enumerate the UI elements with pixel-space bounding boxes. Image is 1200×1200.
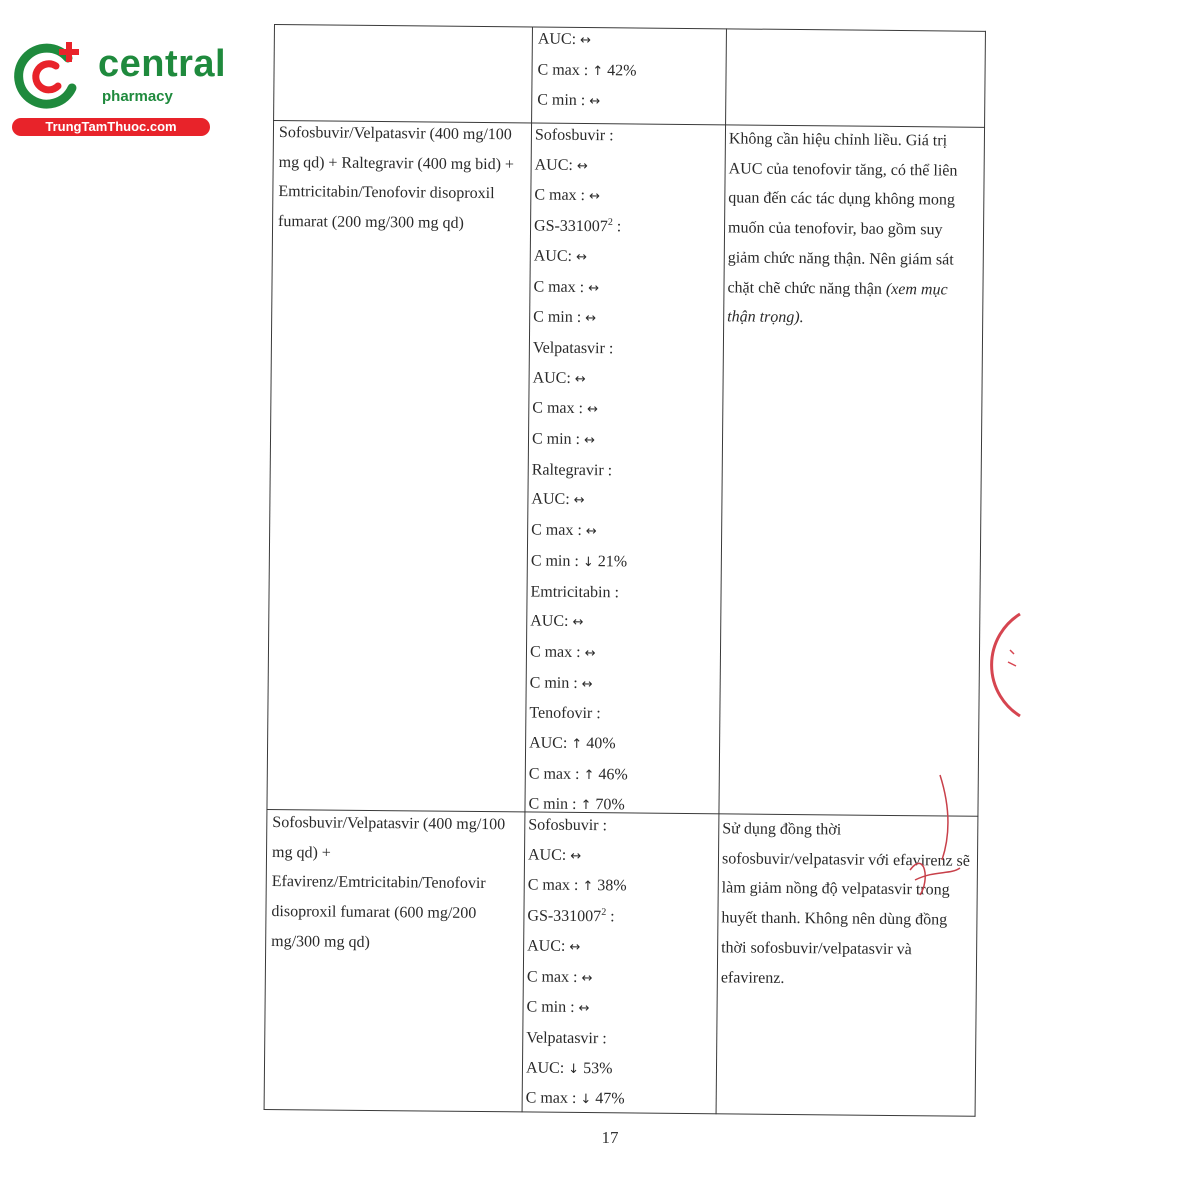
effect-line: C max : ↔	[526, 967, 593, 986]
effect-line: C max : ↑ 38%	[527, 876, 627, 895]
recommendation-italic: (xem mục thận trọng).	[727, 280, 948, 327]
effect-line: C min : ↑ 70%	[528, 795, 625, 814]
no-change-arrow-icon: ↔	[578, 1001, 590, 1017]
effect-header: Sofosbuvir :	[534, 126, 614, 145]
no-change-arrow-icon: ↔	[574, 371, 586, 387]
logo-subtitle: pharmacy	[102, 88, 173, 105]
decrease-arrow-icon: ↓	[582, 554, 594, 570]
increase-arrow-icon: ↑	[582, 879, 594, 895]
no-change-arrow-icon: ↔	[581, 676, 593, 692]
effect-line: C max : ↔	[531, 521, 597, 540]
effect-line: C min : ↔	[529, 674, 593, 692]
logo-brand-text: central	[98, 43, 227, 85]
effect-line: C min : ↔	[531, 430, 596, 449]
effect-line: AUC: ↔	[532, 369, 586, 387]
effect-line: C min : ↓ 21%	[530, 552, 628, 571]
no-change-arrow-icon: ↔	[585, 311, 597, 327]
no-change-arrow-icon: ↔	[581, 970, 593, 986]
effect-line: AUC: ↔	[527, 937, 581, 955]
effect-line: AUC: ↔	[534, 156, 588, 174]
increase-arrow-icon: ↑	[583, 767, 595, 783]
no-change-arrow-icon: ↔	[586, 402, 598, 418]
table-row-1-combination	[278, 118, 531, 239]
effect-line: AUC: ↔	[537, 30, 592, 49]
effect-line: AUC: ↓ 53%	[525, 1059, 613, 1077]
page-number: 17	[601, 1128, 619, 1147]
effect-line: C max : ↑ 42%	[537, 61, 637, 80]
effect-line: C max : ↓ 47%	[525, 1089, 625, 1108]
effect-header: Emtricitabin :	[530, 583, 620, 601]
effect-line: C min : ↔	[537, 91, 601, 110]
effect-header: Sofosbuvir :	[528, 816, 608, 835]
recommendation-text: Sử dụng đồng thời sofosbuvir/velpatasvir với efavirenz sẽ làm giảm nồng độ velpatasvir trong huyết thanh. Không nên dùng đồng thời sofosbuvir/velpatasvir và efavirenz.	[720, 820, 971, 987]
effect-line: AUC: ↔	[533, 247, 587, 265]
effect-line: C max : ↔	[534, 186, 601, 205]
logo-mark-icon	[10, 36, 90, 116]
effect-line: C min : ↔	[533, 308, 597, 327]
increase-arrow-icon: ↑	[571, 736, 583, 753]
no-change-arrow-icon: ↔	[572, 615, 584, 631]
decrease-arrow-icon: ↓	[580, 1092, 592, 1108]
effect-line: C max : ↔	[532, 399, 598, 418]
no-change-arrow-icon: ↔	[575, 249, 587, 265]
recommendation-text: Không cần hiệu chỉnh liều. Giá trị AUC của tenofovir tăng, có thể liên quan đến các tác dụng không mong muốn của tenofovir, bao gồm suy giảm chức năng thận. Nên giám sát chặt chẽ chức năng thận (xem mục thận trọng).	[727, 130, 958, 327]
logo-website: TrungTamThuoc.com	[12, 118, 210, 136]
combination-text: Sofosbuvir/Velpatasvir (400 mg/100 mg qd) + Efavirenz/Emtricitabin/Tenofovir disoproxil fumarat (600 mg/200 mg/300 mg qd)	[271, 814, 506, 951]
table-row-2-combination	[271, 808, 524, 959]
no-change-arrow-icon: ↔	[583, 433, 596, 449]
no-change-arrow-icon: ↔	[584, 645, 596, 662]
red-stamp-icon	[990, 610, 1030, 720]
central-pharmacy-logo	[10, 36, 227, 136]
no-change-arrow-icon: ↔	[570, 848, 582, 864]
effect-line: AUC: ↔	[530, 612, 584, 631]
effect-line: C max : ↔	[533, 278, 600, 296]
effect-header: Velpatasvir :	[526, 1029, 607, 1048]
interaction-table	[264, 24, 986, 1117]
table-row-1-effects	[528, 121, 723, 823]
no-change-arrow-icon: ↔	[580, 32, 592, 49]
no-change-arrow-icon: ↔	[588, 280, 600, 296]
effect-header: GS-331007$^2$ :	[527, 906, 615, 926]
effect-line: AUC: ↔	[527, 846, 582, 864]
effect-header: Velpatasvir :	[532, 339, 614, 358]
effect-line: AUC: ↔	[531, 490, 585, 509]
combination-text: Sofosbuvir/Velpatasvir (400 mg/100 mg qd) + Raltegravir (400 mg bid) + Emtricitabin/Tenofovir disoproxil fumarat (200 mg/300 mg qd)	[278, 124, 515, 232]
signature-icon	[890, 770, 970, 910]
table-row-2-effects	[526, 810, 717, 1116]
increase-arrow-icon: ↑	[592, 63, 604, 79]
increase-arrow-icon: ↑	[580, 798, 592, 814]
table-row-1-recommendation	[727, 124, 979, 334]
no-change-arrow-icon: ↔	[589, 94, 601, 110]
decrease-arrow-icon: ↓	[568, 1061, 580, 1077]
effect-line: C max : ↑ 46%	[528, 765, 628, 784]
no-change-arrow-icon: ↔	[588, 189, 601, 205]
no-change-arrow-icon: ↔	[569, 939, 581, 955]
effect-line: C max : ↔	[529, 643, 596, 662]
effect-header: GS-331007$^2$ :	[533, 216, 622, 236]
no-change-arrow-icon: ↔	[573, 493, 585, 509]
effect-header: Raltegravir :	[531, 461, 613, 480]
effect-line: AUC: ↑ 40%	[529, 734, 616, 753]
no-change-arrow-icon: ↔	[576, 158, 588, 174]
table-row-0-effects	[537, 25, 723, 119]
no-change-arrow-icon: ↔	[585, 524, 597, 540]
effect-header: Tenofovir :	[529, 704, 601, 723]
effect-line: C min : ↔	[526, 998, 590, 1017]
